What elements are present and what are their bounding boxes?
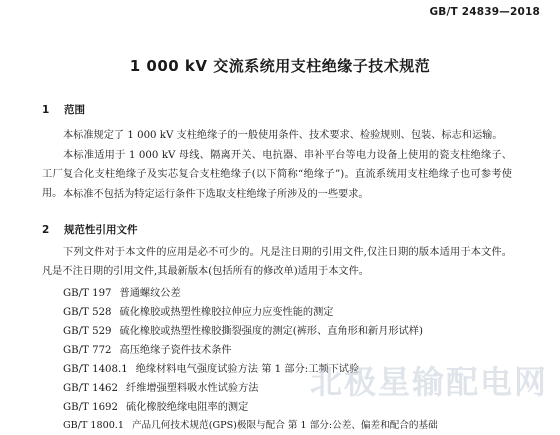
reference-name: 硫化橡胶或热塑性橡胶拉伸应力应变性能的测定 (119, 307, 334, 318)
watermark-logo: 北极星输配电网 (309, 363, 548, 401)
reference-code: GB/T 528 (63, 307, 112, 318)
section-number: 1 (42, 104, 50, 116)
section-title: 范围 (64, 104, 85, 116)
document-title: 1 000 kV 交流系统用支柱绝缘子技术规范 (129, 57, 431, 75)
reference-code: GB/T 197 (63, 288, 112, 299)
reference-item (63, 303, 333, 318)
scope-paragraph-2: 本标准适用于 1 000 kV 母线、隔离开关、电抗器、串补平台等电力设备上使用的瓷支柱绝缘子、工厂复合化支柱绝缘子及实芯复合支柱绝缘子(以下简称“绝缘子”)。直流系统用支柱绝缘子也可参考使用。 (42, 150, 512, 199)
references-intro-paragraph: 下列文件对于本文件的应用是必不可少的。凡是注日期的引用文件,仅注日期的版本适用于本文件。凡是不注日期的引用文件,其最新版本(包括所有的修改单)适用于本文件。 (42, 247, 512, 277)
reference-item (63, 322, 423, 337)
reference-code: GB/T 772 (63, 345, 112, 356)
scope-paragraph-3: 本标准不包括为特定运行条件下选取支柱绝缘子所涉及的一些要求。 (63, 189, 369, 200)
section-number: 2 (42, 224, 50, 236)
section-heading-scope (42, 102, 85, 117)
reference-item (63, 341, 232, 356)
reference-item (63, 379, 258, 394)
reference-item (63, 398, 248, 413)
reference-item (63, 417, 438, 431)
section-title: 规范性引用文件 (64, 224, 138, 236)
reference-code: GB/T 529 (63, 326, 112, 337)
reference-name: 产品几何技术规范(GPS)极限与配合 第 1 部分:公差、偏差和配合的基础 (131, 420, 438, 431)
reference-name: 普通螺纹公差 (119, 288, 181, 299)
reference-name: 高压绝缘子瓷件技术条件 (119, 345, 232, 356)
scope-paragraph-1: 本标准规定了 1 000 kV 支柱绝缘子的一般使用条件、技术要求、检验规则、包装、标志和运输。 (63, 130, 503, 141)
reference-code: GB/T 1800.1 (63, 420, 124, 431)
reference-name: 硫化橡胶或热塑性橡胶撕裂强度的测定(裤形、直角形和新月形试样) (119, 326, 423, 337)
reference-item (63, 284, 181, 299)
section-heading-normative-references (42, 222, 138, 237)
reference-code: GB/T 1462 (63, 383, 119, 394)
reference-name: 绝缘材料电气强度试验方法 第 1 部分:工频下试验 (135, 364, 360, 375)
reference-code: GB/T 1692 (63, 402, 119, 413)
reference-name: 纤维增强塑料吸水性试验方法 (126, 383, 259, 394)
reference-name: 硫化橡胶绝缘电阻率的测定 (126, 402, 249, 413)
reference-code: GB/T 1408.1 (63, 364, 128, 375)
standard-code: GB/T 24839—2018 (429, 6, 540, 18)
